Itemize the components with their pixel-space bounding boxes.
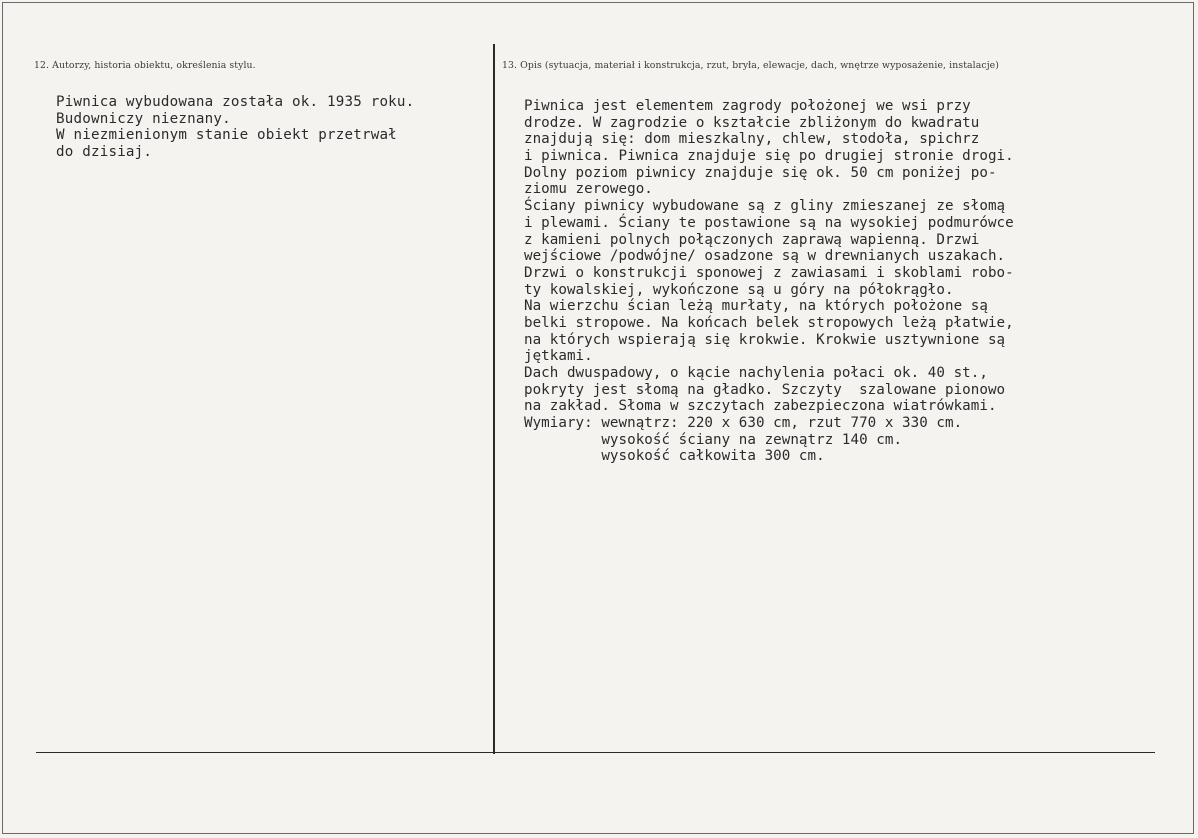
text-line: Ściany piwnicy wybudowane są z gliny zmieszanej ze słomą [524, 198, 1006, 215]
section-13-header: 13. Opis (sytuacja, materiał i konstrukcja, rzut, bryła, elewacje, dach, wnętrze wyposażenie, instalacje) [502, 60, 1000, 71]
text-line: Piwnica jest elementem zagrody położonej we wsi przy [524, 98, 971, 114]
text-line: znajdują się: dom mieszkalny, chlew, stodoła, spichrz [524, 131, 980, 148]
text-line: ty kowalskiej, wykończone są u góry na półokrągło. [524, 281, 954, 298]
text-line: Piwnica wybudowana została ok. 1935 roku. [56, 94, 415, 110]
text-line: na zakład. Słoma w szczytach zabezpieczona wiatrówkami. [524, 398, 997, 415]
text-line: i piwnica. Piwnica znajduje się po drugiej stronie drogi. [524, 148, 1014, 165]
text-line: na których wspierają się krokwie. Krokwie usztywnione są [524, 331, 1006, 348]
text-line: z kamieni polnych połączonych zaprawą wapienną. Drzwi [524, 231, 980, 248]
text-line: wysokość całkowita 300 cm. [524, 448, 825, 465]
text-line: belki stropowe. Na końcach belek stropowych leżą płatwie, [524, 314, 1014, 331]
text-line: do dzisiaj. [56, 144, 153, 161]
text-line: ziomu zerowego. [524, 181, 653, 198]
bottom-rule [36, 752, 1155, 753]
text-line: wejściowe /podwójne/ osadzone są w drewnianych uszakach. [524, 248, 1006, 265]
text-line: Na wierzchu ścian leżą murłaty, na których położone są [524, 298, 988, 315]
section-12-typed-text [56, 94, 414, 161]
text-line: i plewami. Ściany te postawione są na wysokiej podmurówce [524, 214, 1014, 231]
text-line: jętkami. [524, 348, 593, 365]
text-line: Budowniczy nieznany. [56, 110, 231, 127]
text-line: Dolny poziom piwnicy znajduje się ok. 50 cm poniżej po- [524, 164, 997, 181]
text-line: pokryty jest słomą na gładko. Szczyty szalowane pionowo [524, 381, 1006, 398]
section-12-header: 12. Autorzy, historia obiektu, określenia stylu. [34, 60, 256, 71]
section-13-typed-text [524, 98, 1014, 465]
text-line: W niezmienionym stanie obiekt przetrwał [56, 127, 397, 144]
text-line: Dach dwuspadowy, o kącie nachylenia połaci ok. 40 st., [524, 365, 988, 381]
text-line: wysokość ściany na zewnątrz 140 cm. [524, 431, 903, 448]
column-divider [493, 44, 495, 754]
text-line: Wymiary: wewnątrz: 220 x 630 cm, rzut 770 x 330 cm. [524, 415, 963, 432]
text-line: drodze. W zagrodzie o kształcie zbliżonym do kwadratu [524, 114, 980, 131]
text-line: Drzwi o konstrukcji sponowej z zawiasami i skoblami robo- [524, 264, 1014, 281]
